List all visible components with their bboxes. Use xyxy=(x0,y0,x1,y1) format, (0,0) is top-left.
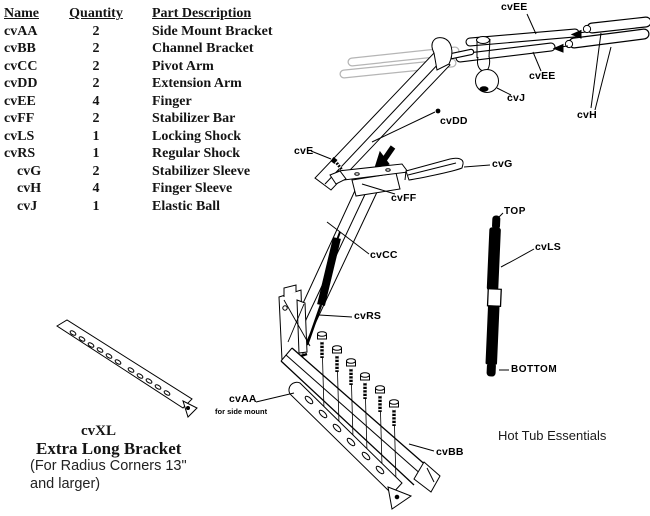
xl-bracket-note1: (For Radius Corners 13" xyxy=(30,458,187,474)
table-row xyxy=(4,163,273,181)
part-qty: 4 xyxy=(92,181,100,196)
upright-bracket-shape xyxy=(279,285,310,360)
label-cvff: cvFF xyxy=(391,192,417,204)
table-row xyxy=(4,198,273,216)
label-cvdd: cvDD xyxy=(440,115,468,127)
label-cvbb: cvBB xyxy=(436,446,464,458)
table-row xyxy=(4,23,273,41)
part-qty: 2 xyxy=(92,58,100,74)
label-cvaa-note: for side mount xyxy=(215,407,268,416)
channel-bracket-shape xyxy=(281,348,440,492)
stabilizer-sleeve-shape xyxy=(405,158,463,180)
table-header-row xyxy=(4,5,273,23)
part-desc: Pivot Arm xyxy=(152,58,214,74)
part-qty: 1 xyxy=(92,146,100,161)
label-cvcc: cvCC xyxy=(370,249,398,261)
part-desc: Stabilizer Bar xyxy=(152,111,236,126)
table-row xyxy=(4,110,273,128)
col-header-quantity: Quantity xyxy=(69,6,123,21)
part-code: cvCC xyxy=(4,58,38,74)
elastic-ball-shape xyxy=(476,70,499,93)
col-header-description: Part Description xyxy=(152,6,252,21)
part-desc: Finger Sleeve xyxy=(152,181,233,196)
part-desc: Stabilizer Sleeve xyxy=(152,163,251,179)
part-desc: Side Mount Bracket xyxy=(152,23,273,39)
xl-bracket-name: Extra Long Bracket xyxy=(36,439,182,458)
parts-table xyxy=(4,5,273,215)
brand-text: Hot Tub Essentials xyxy=(498,428,607,443)
part-desc: Finger xyxy=(152,93,192,109)
label-cve: cvE xyxy=(294,145,314,157)
part-desc: Elastic Ball xyxy=(152,198,221,214)
xl-bracket-note2: and larger) xyxy=(30,476,101,492)
part-qty: 2 xyxy=(92,23,100,39)
label-cvee-lower: cvEE xyxy=(529,70,556,82)
part-code: cvJ xyxy=(17,198,38,214)
table-row xyxy=(4,93,273,111)
table-row xyxy=(4,75,273,93)
part-code: cvEE xyxy=(4,93,36,109)
label-shock-top: TOP xyxy=(504,206,526,217)
table-row xyxy=(4,40,273,58)
part-qty: 2 xyxy=(92,76,100,91)
label-shock-bottom: BOTTOM xyxy=(511,364,558,375)
extra-long-bracket-shape xyxy=(57,320,197,417)
part-desc: Regular Shock xyxy=(152,146,241,161)
part-qty: 1 xyxy=(92,198,100,214)
part-desc: Channel Bracket xyxy=(152,41,254,56)
part-code: cvFF xyxy=(4,111,35,126)
table-row xyxy=(4,180,273,198)
table-row xyxy=(4,145,273,163)
label-cvrs: cvRS xyxy=(354,310,382,322)
part-code: cvH xyxy=(17,181,42,196)
part-desc: Extension Arm xyxy=(152,76,242,91)
part-code: cvG xyxy=(17,163,42,179)
part-desc: Locking Shock xyxy=(152,128,242,144)
table-row xyxy=(4,58,273,76)
locking-shock-shape xyxy=(483,216,504,376)
label-cvj: cvJ xyxy=(507,92,526,104)
col-header-name: Name xyxy=(4,6,39,21)
label-cvee-top: cvEE xyxy=(501,1,528,13)
part-qty: 2 xyxy=(92,163,100,179)
part-code: cvAA xyxy=(4,23,38,39)
label-cvh: cvH xyxy=(577,109,597,121)
part-qty: 2 xyxy=(92,111,100,126)
label-cvaa: cvAA xyxy=(229,393,257,405)
part-qty: 2 xyxy=(92,41,100,56)
part-code: cvLS xyxy=(4,128,35,144)
label-cvg: cvG xyxy=(492,158,513,170)
part-qty: 4 xyxy=(92,93,100,109)
part-code: cvDD xyxy=(4,76,38,91)
part-code: cvRS xyxy=(4,146,36,161)
xl-bracket-code: cvXL xyxy=(81,423,116,439)
table-row xyxy=(4,128,273,146)
part-qty: 1 xyxy=(92,128,100,144)
part-code: cvBB xyxy=(4,41,36,56)
label-cvls: cvLS xyxy=(535,241,561,253)
